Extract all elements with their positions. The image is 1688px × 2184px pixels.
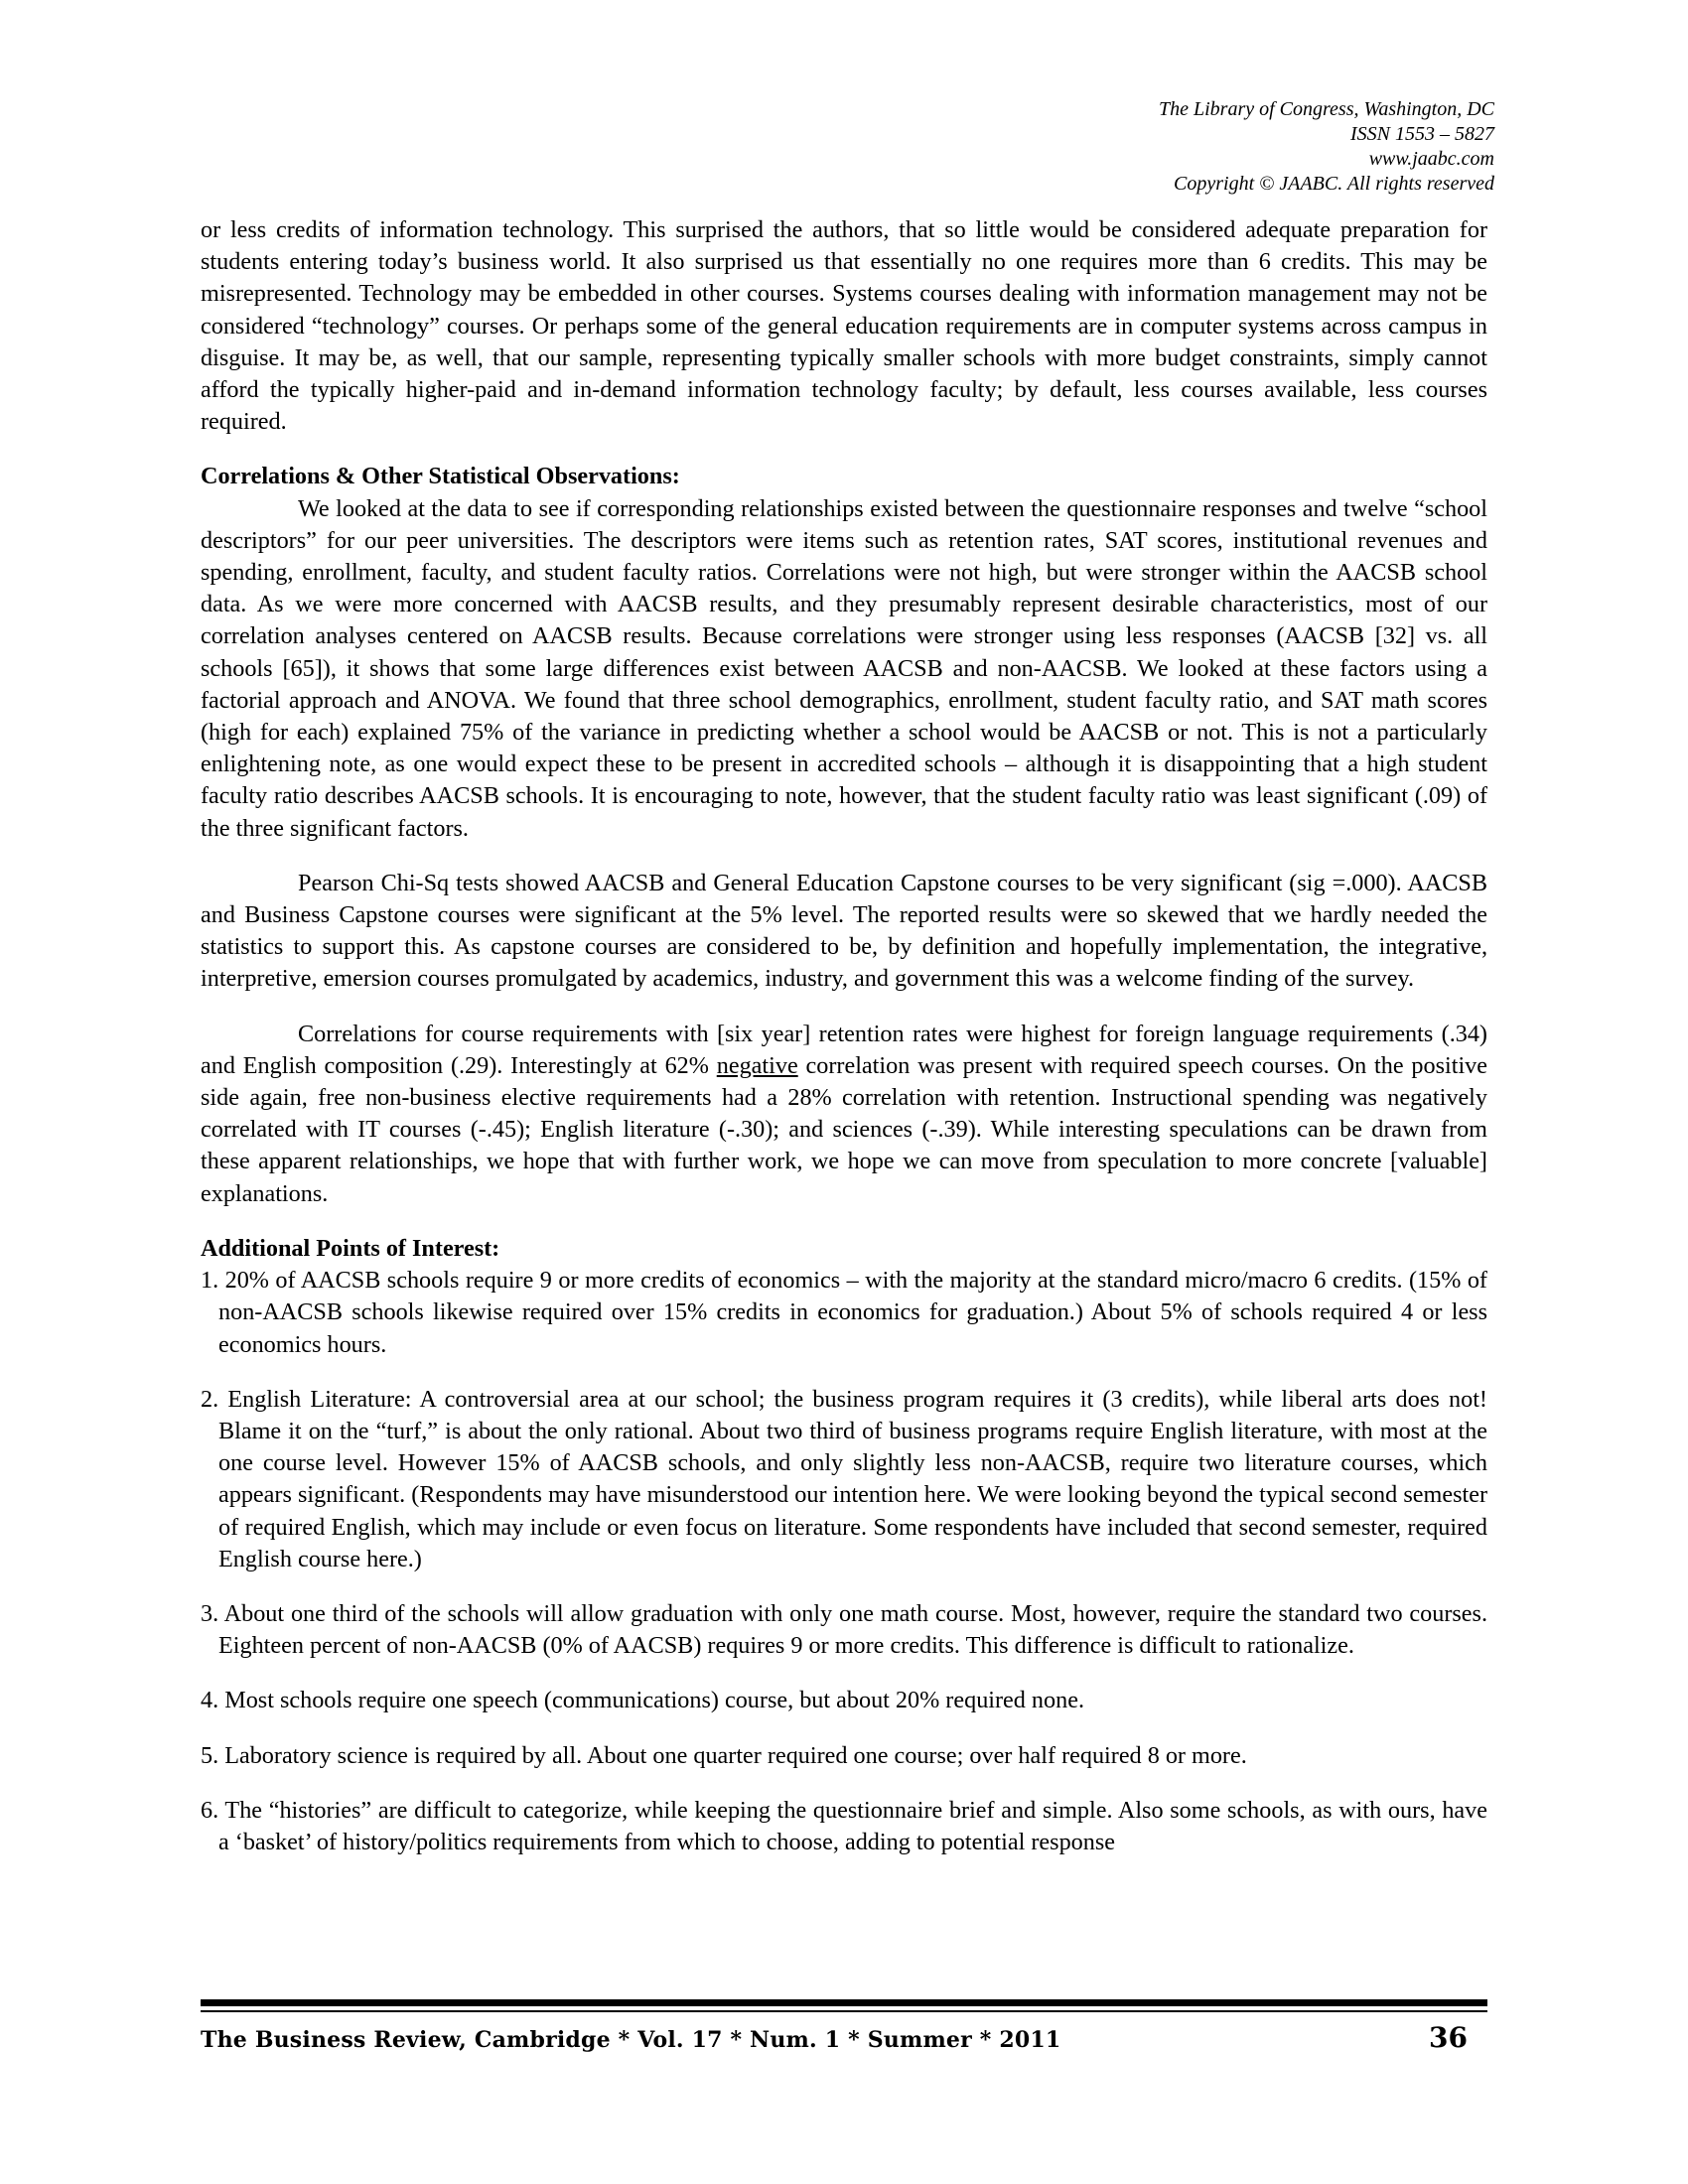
- list-item: 1. 20% of AACSB schools require 9 or more credits of economics – with the majority at the standard micro/macro 6 credits. (15% of non-AACSB schools likewise required over 15% credits in economics for graduation.) About 5% of schools required 4 or less economics hours.: [201, 1267, 1487, 1358]
- list-item: 2. English Literature: A controversial area at our school; the business program requires it (3 credits), while liberal arts does not! Blame it on the “turf,” is about the only rational. About two third of business programs require English literature, with most at the one course level. However 15% of AACSB schools, and only slightly less non-AACSB, require two literature courses, which appears significant. (Respondents may have misunderstood our intention here. We were looking beyond the typical second semester of required English, which may include or even focus on literature. Some respondents have included that second semester, required English course here.): [201, 1385, 1487, 1572]
- underlined-negative: negative: [716, 1051, 798, 1079]
- paragraph-3-text-end: correlation was present with required speech courses. On the positive side again, free non-business elective requirements had a 28% correlation with retention. Instructional spending was negatively correlated with IT courses (-.45); English literature (-.30); and sciences (-.39). While interesting speculations can be drawn from these apparent relationships, we hope that with further work, we hope we can move from speculation to more concrete [valuable] explanations.: [201, 1051, 1487, 1207]
- list-item: 3. About one third of the schools will allow graduation with only one math course. Most, however, require the standard two courses. Eighteen percent of non-AACSB (0% of AACSB) requires 9 or more credits. This difference is difficult to rationalize.: [201, 1599, 1487, 1660]
- list-item: 6. The “histories” are difficult to categorize, while keeping the questionnaire brief and simple. Also some schools, as with ours, have a ‘basket’ of history/politics requirements from which to choose, adding to potential response: [201, 1796, 1487, 1855]
- footer-divider-thin: [201, 2010, 1487, 2012]
- header-line-copyright: Copyright © JAABC. All rights reserved: [1174, 173, 1494, 195]
- page-number: 36: [1429, 2021, 1468, 2054]
- list-item: 5. Laboratory science is required by all. About one quarter required one course; over half required 8 or more.: [201, 1741, 1247, 1769]
- correlations-paragraph-3: [201, 1019, 1487, 1210]
- list-item: 4. Most schools require one speech (communications) course, but about 20% required none.: [201, 1687, 1085, 1714]
- paragraph-3-text-start: Correlations for course requirements with [six year] retention rates were highest for foreign language requirements (.34) and English composition (.29). Interestingly at 62%: [201, 1020, 1487, 1079]
- footer-journal-citation: The Business Review, Cambridge * Vol. 17 * Num. 1 * Summer * 2011: [201, 2027, 1061, 2053]
- header-line-issn: ISSN 1553 – 5827: [1350, 123, 1494, 145]
- intro-paragraph: or less credits of information technology. This surprised the authors, that so little would be considered adequate preparation for students entering today’s business world. It also surprised us that essentially no one requires more than 6 credits. This may be misrepresented. Technology may be embedded in other courses. Systems courses dealing with information management may not be considered “technology” courses. Or perhaps some of the general education requirements are in computer systems across campus in disguise. It may be, as well, that our sample, representing typically smaller schools with more budget constraints, simply cannot afford the typically higher-paid and in-demand information technology faculty; by default, less courses available, less courses required.: [201, 216, 1487, 436]
- section-heading-additional: Additional Points of Interest:: [201, 1234, 500, 1262]
- footer-divider: [201, 1999, 1487, 2006]
- running-header: [799, 97, 1494, 197]
- header-line-website: www.jaabc.com: [1368, 148, 1494, 170]
- correlations-paragraph-2: Pearson Chi-Sq tests showed AACSB and General Education Capstone courses to be very significant (sig =.000). AACSB and Business Capstone courses were significant at the 5% level. The reported results were so skewed that we hardly needed the statistics to support this. As capstone courses are considered to be, by definition and hopefully implementation, the integrative, interpretive, emersion courses promulgated by academics, industry, and government this was a welcome finding of the survey.: [201, 869, 1487, 993]
- header-line-library: The Library of Congress, Washington, DC: [1158, 98, 1494, 120]
- article-body: [201, 214, 1487, 1858]
- section-heading-correlations: Correlations & Other Statistical Observations:: [201, 463, 680, 490]
- correlations-paragraph-1: We looked at the data to see if corresponding relationships existed between the questionnaire responses and twelve “school descriptors” for our peer universities. The descriptors were items such as retention rates, SAT scores, institutional revenues and spending, enrollment, faculty, and student faculty ratios. Correlations were not high, but were stronger within the AACSB school data. As we were more concerned with AACSB results, and they presumably represent desirable characteristics, most of our correlation analyses centered on AACSB results. Because correlations were stronger using less responses (AACSB [32] vs. all schools [65]), it shows that some large differences exist between AACSB and non-AACSB. We looked at these factors using a factorial approach and ANOVA. We found that three school demographics, enrollment, student faculty ratio, and SAT math scores (high for each) explained 75% of the variance in predicting whether a school would be AACSB or not. This is not a particularly enlightening note, as one would expect these to be present in accredited schools – although it is disappointing that a high student faculty ratio describes AACSB schools. It is encouraging to note, however, that the student faculty ratio was least significant (.09) of the three significant factors.: [201, 494, 1487, 842]
